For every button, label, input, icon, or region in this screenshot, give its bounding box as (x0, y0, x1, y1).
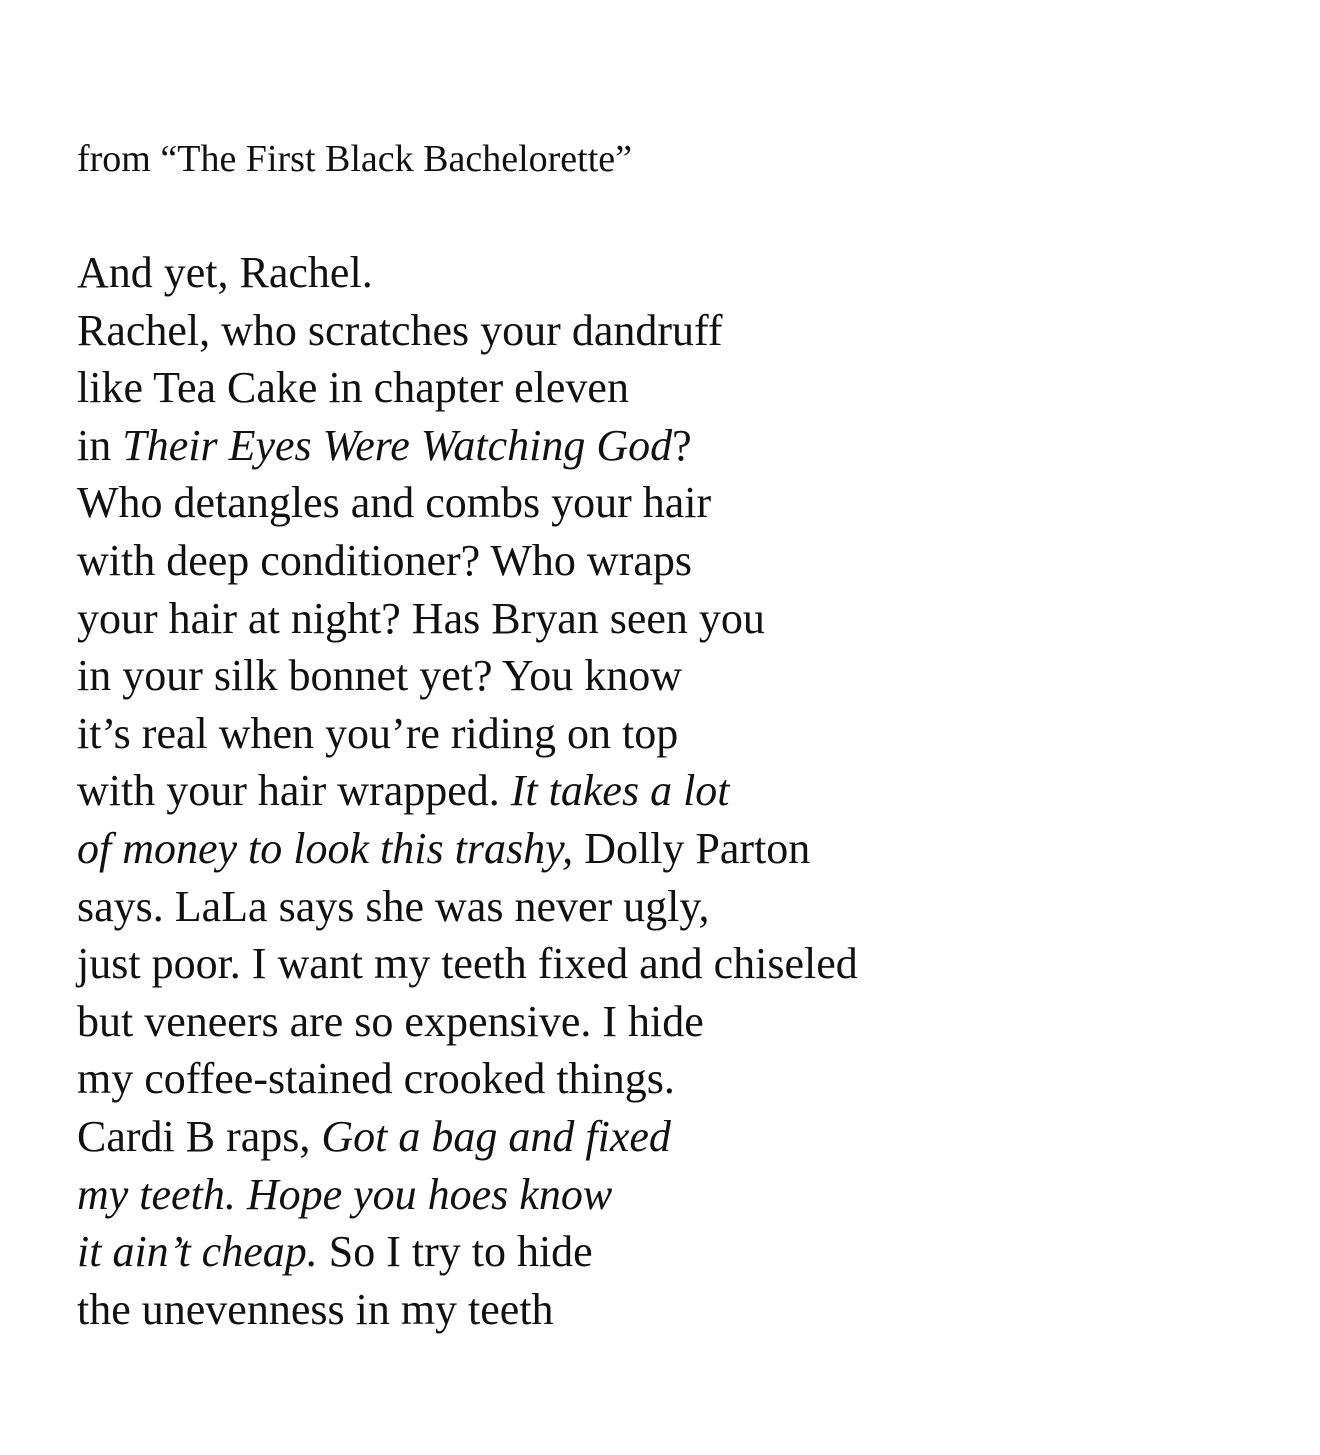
line-text: like Tea Cake in chapter eleven (77, 363, 629, 413)
poem-line (77, 878, 858, 936)
italic-text: It takes a lot (510, 766, 730, 816)
poem-body (77, 244, 858, 1338)
poem-line (77, 532, 858, 590)
line-text: with your hair wrapped. (77, 766, 511, 816)
poem-line (77, 1281, 858, 1339)
poem-line (77, 820, 858, 878)
line-text: Dolly Parton (573, 823, 811, 873)
line-text: your hair at night? Has Bryan seen you (77, 593, 765, 643)
line-text: says. LaLa says she was never ugly, (77, 881, 710, 931)
poem-line (77, 1166, 858, 1224)
poem-line (77, 993, 858, 1051)
line-text: Who detangles and combs your hair (77, 478, 712, 528)
poem-line (77, 1108, 858, 1166)
poem-line (77, 417, 858, 475)
line-text: just poor. I want my teeth fixed and chiseled (77, 939, 858, 989)
line-text: in your silk bonnet yet? You know (77, 651, 682, 701)
poem-line (77, 359, 858, 417)
italic-text: of money to look this trashy, (77, 823, 574, 873)
line-text: it’s real when you’re riding on top (77, 708, 679, 758)
poem-line (77, 935, 858, 993)
line-text: Rachel, who scratches your dandruff (77, 305, 723, 355)
line-text: the unevenness in my teeth (77, 1284, 554, 1334)
italic-text: Their Eyes Were Watching God (122, 420, 673, 470)
line-text: my coffee-stained crooked things. (77, 1054, 675, 1104)
poem-line (77, 647, 858, 705)
italic-text: it ain’t cheap. (77, 1227, 318, 1277)
line-text: in (77, 420, 123, 470)
poem-line (77, 474, 858, 532)
line-text: Cardi B raps, (77, 1111, 322, 1161)
line-text: with deep conditioner? Who wraps (77, 535, 693, 585)
line-text: ? (672, 420, 692, 470)
italic-text: my teeth. Hope you hoes know (77, 1169, 613, 1219)
line-text: And yet, Rachel. (77, 248, 373, 297)
poem-line (77, 590, 858, 648)
poem-title: from “The First Black Bachelorette” (77, 138, 633, 180)
poem-line (77, 762, 858, 820)
poem-line (77, 705, 858, 763)
poem-line (77, 244, 858, 302)
italic-text: Got a bag and fixed (321, 1111, 671, 1161)
poem-line (77, 302, 858, 360)
poem-line (77, 1050, 858, 1108)
line-text: but veneers are so expensive. I hide (77, 996, 704, 1046)
poem-line (77, 1223, 858, 1281)
line-text: So I try to hide (317, 1227, 593, 1277)
